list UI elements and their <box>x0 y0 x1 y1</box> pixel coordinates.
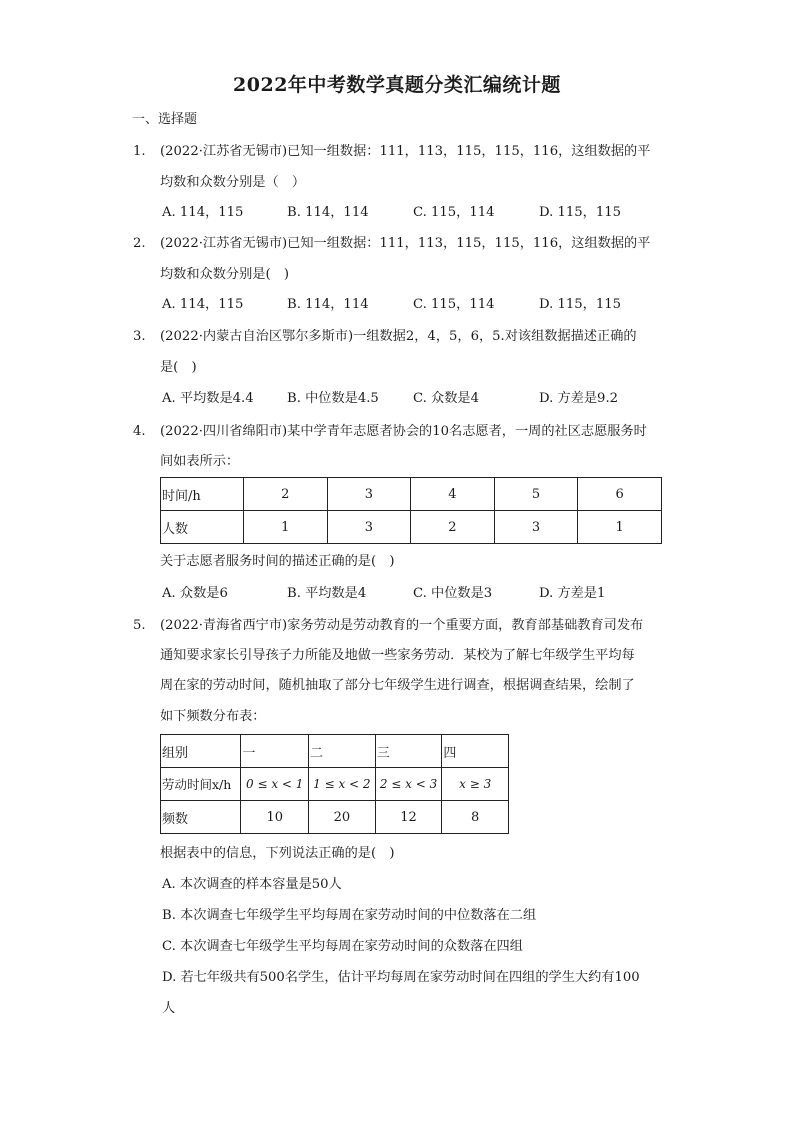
table-cell: 3 <box>327 511 411 544</box>
question-text-line: (2022·四川省绵阳市)某中学青年志愿者协会的10名志愿者，一周的社区志愿服务时 <box>160 424 647 439</box>
option-d: D. 方差是1 <box>539 586 606 601</box>
table-cell: 组别 <box>161 735 241 768</box>
table-row <box>161 478 662 511</box>
question-number: 4. <box>133 424 146 439</box>
table-cell: 12 <box>375 801 442 834</box>
table-row <box>161 735 509 768</box>
option-a: A. 114，115 <box>162 297 244 312</box>
question-text-line: (2022·江苏省无锡市)已知一组数据：111，113，115，115，116，这组数据的平 <box>160 144 651 159</box>
table-cell: 0 ≤ x < 1 <box>241 768 309 801</box>
table-cell: 四 <box>442 735 509 768</box>
table-cell: 20 <box>309 801 376 834</box>
table-cell: 时间/h <box>161 478 244 511</box>
option-d-continuation: 人 <box>162 1001 176 1016</box>
question-text-line: (2022·青海省西宁市)家务劳动是劳动教育的一个重要方面，教育部基础教育司发布 <box>160 618 644 633</box>
question-number: 5. <box>133 618 146 633</box>
option-a: A. 114，115 <box>162 205 244 220</box>
option-a: A. 平均数是4.4 <box>162 391 254 406</box>
option-d: D. 方差是9.2 <box>539 391 619 406</box>
option-c: C. 115，114 <box>413 205 495 220</box>
question-text-line: 如下频数分布表： <box>160 709 266 724</box>
question-text-line: 间如表所示： <box>160 454 240 469</box>
table-cell: 2 ≤ x < 3 <box>375 768 442 801</box>
option-b: B. 114，114 <box>287 205 369 220</box>
option-d: D. 115，115 <box>539 297 622 312</box>
question-number: 1. <box>133 144 146 159</box>
question-text-line: 是( ) <box>160 360 197 375</box>
option-c: C. 本次调查七年级学生平均每周在家劳动时间的众数落在四组 <box>162 939 523 954</box>
document-title: 2022年中考数学真题分类汇编统计题 <box>233 74 561 96</box>
frequency-table <box>160 734 509 834</box>
table-cell: 1 <box>243 511 327 544</box>
table-cell: 3 <box>494 511 578 544</box>
question-prompt: 关于志愿者服务时间的描述正确的是( ) <box>160 554 395 569</box>
table-cell: x ≥ 3 <box>442 768 509 801</box>
option-c: C. 115，114 <box>413 297 495 312</box>
question-text-line: 均数和众数分别是( ) <box>160 267 289 282</box>
service-time-table <box>160 477 662 544</box>
table-cell: 2 <box>243 478 327 511</box>
table-cell: 10 <box>241 801 309 834</box>
table-cell: 5 <box>494 478 578 511</box>
table-cell: 2 <box>411 511 495 544</box>
option-b: B. 平均数是4 <box>287 586 367 601</box>
table-cell: 3 <box>327 478 411 511</box>
table-row <box>161 511 662 544</box>
table-cell: 1 ≤ x < 2 <box>309 768 376 801</box>
question-text-line: 通知要求家长引导孩子力所能及地做一些家务劳动．某校为了解七年级学生平均每 <box>160 648 635 663</box>
option-b: B. 114，114 <box>287 297 369 312</box>
question-text-line: (2022·内蒙古自治区鄂尔多斯市)一组数据2，4，5，6，5.对该组数据描述正确的 <box>160 329 637 344</box>
table-cell: 一 <box>241 735 309 768</box>
table-cell: 8 <box>442 801 509 834</box>
table-row <box>161 801 509 834</box>
table-cell: 4 <box>411 478 495 511</box>
table-cell: 劳动时间x/h <box>161 768 241 801</box>
question-number: 3. <box>133 329 146 344</box>
option-c: C. 中位数是3 <box>413 586 493 601</box>
table-cell: 人数 <box>161 511 244 544</box>
question-text-line: 周在家的劳动时间，随机抽取了部分七年级学生进行调查，根据调查结果，绘制了 <box>160 678 635 693</box>
table-cell: 二 <box>309 735 376 768</box>
question-text-line: (2022·江苏省无锡市)已知一组数据：111，113，115，115，116，这组数据的平 <box>160 236 651 251</box>
question-prompt: 根据表中的信息，下列说法正确的是( ) <box>160 846 395 861</box>
section-heading: 一、选择题 <box>132 112 198 127</box>
table-row <box>161 768 509 801</box>
option-a: A. 众数是6 <box>162 586 228 601</box>
option-a: A. 本次调查的样本容量是50人 <box>162 877 342 892</box>
option-c: C. 众数是4 <box>413 391 479 406</box>
table-cell: 频数 <box>161 801 241 834</box>
table-cell: 6 <box>578 478 662 511</box>
table-cell: 1 <box>578 511 662 544</box>
table-cell: 三 <box>375 735 442 768</box>
question-number: 2. <box>133 236 146 251</box>
option-d: D. 若七年级共有500名学生，估计平均每周在家劳动时间在四组的学生大约有100 <box>162 970 640 985</box>
option-b: B. 本次调查七年级学生平均每周在家劳动时间的中位数落在二组 <box>162 908 537 923</box>
option-b: B. 中位数是4.5 <box>287 391 379 406</box>
option-d: D. 115，115 <box>539 205 622 220</box>
question-text-line: 均数和众数分别是（ ） <box>160 175 306 190</box>
